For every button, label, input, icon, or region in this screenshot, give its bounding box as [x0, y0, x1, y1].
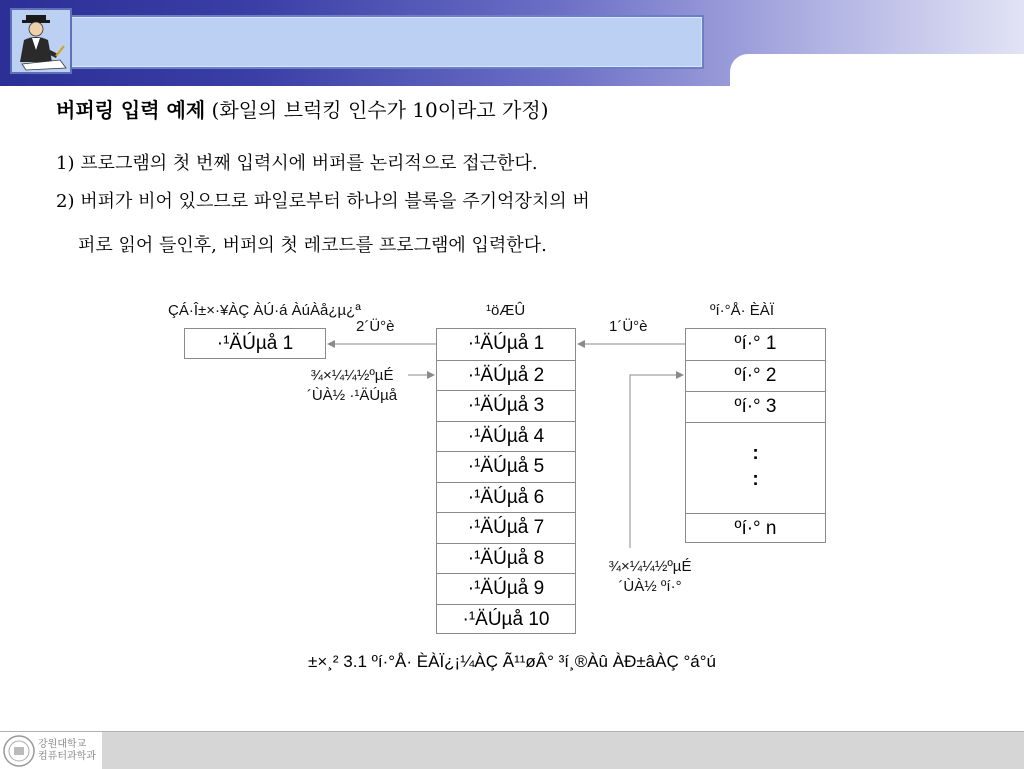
file-last-block: ºí·° n [686, 513, 825, 543]
buffer-record: ·¹ÄÚµå 5 [437, 451, 575, 482]
body-line-1: 1) 프로그램의 첫 번째 입력시에 버퍼를 논리적으로 접근한다. [56, 153, 538, 174]
footer-org-line1: 강원대학교 [38, 739, 87, 750]
step1-label: 1´Ü°è [609, 318, 648, 335]
buffer-record: ·¹ÄÚµå 10 [437, 604, 575, 635]
buffer-record: ·¹ÄÚµå 6 [437, 482, 575, 513]
next-block-label-line1: ¾×¼¼½ºµÉ [608, 558, 692, 575]
buffer-record: ·¹ÄÚµå 4 [437, 421, 575, 452]
file-block: ºí·° 2 [686, 360, 825, 391]
next-record-label-line1: ¾×¼¼½ºµÉ [310, 367, 394, 384]
buffer-record: ·¹ÄÚµå 7 [437, 512, 575, 543]
next-block-label-line2: ´ÙÀ½ ºí·° [618, 578, 682, 595]
buffer-label: ¹öÆÛ [486, 302, 526, 319]
buffer-record: ·¹ÄÚµå 8 [437, 543, 575, 574]
body-line-2: 2) 버퍼가 비어 있으므로 파일로부터 하나의 블록을 주기억장치의 버 [56, 191, 590, 212]
file-label: ºí·°Å· ÈÀÏ [710, 302, 774, 319]
footer-org-line2: 컴퓨터과학과 [38, 751, 96, 762]
program-record: ·¹ÄÚµå 1 [216, 333, 294, 354]
footer-logo-area [0, 732, 102, 769]
program-area-label: ÇÁ·Î±×·¥ÀÇ ÀÚ·á ÀúÀå¿µ¿ª [168, 302, 361, 319]
university-seal-icon [2, 734, 36, 768]
buffer-record: ·¹ÄÚµå 9 [437, 573, 575, 604]
file-block: ºí·° 3 [686, 391, 825, 422]
file-dots: : [752, 469, 759, 490]
buffer-record: ·¹ÄÚµå 2 [437, 360, 575, 391]
step2-label: 2´Ü°è [356, 318, 395, 335]
slide-title-bold: 버퍼링 입력 예제 [56, 98, 206, 122]
slide-title-rest: (화일의 브럭킹 인수가 10이라고 가정) [211, 98, 549, 122]
slide-footer [0, 731, 1024, 769]
next-record-label-line2: ´ÙÀ½ ·¹ÄÚµå [306, 387, 398, 404]
body-line-3: 퍼로 읽어 들인후, 버퍼의 첫 레코드를 프로그램에 입력한다. [78, 235, 547, 256]
next-block-arrow [630, 375, 683, 548]
file-dots: : [752, 443, 759, 464]
figure-caption: ±×¸² 3.1 ºí·°Å· ÈÀÏ¿¡¼ÀÇ Ã¹¹øÂ° ³í¸®Àû ÀÐ±âÀÇ °á°ú [308, 652, 716, 671]
buffer-record: ·¹ÄÚµå 3 [437, 390, 575, 421]
buffer-record: ·¹ÄÚµå 1 [467, 333, 545, 354]
footer-org-name [38, 739, 96, 763]
file-block: ºí·° 1 [734, 333, 777, 354]
